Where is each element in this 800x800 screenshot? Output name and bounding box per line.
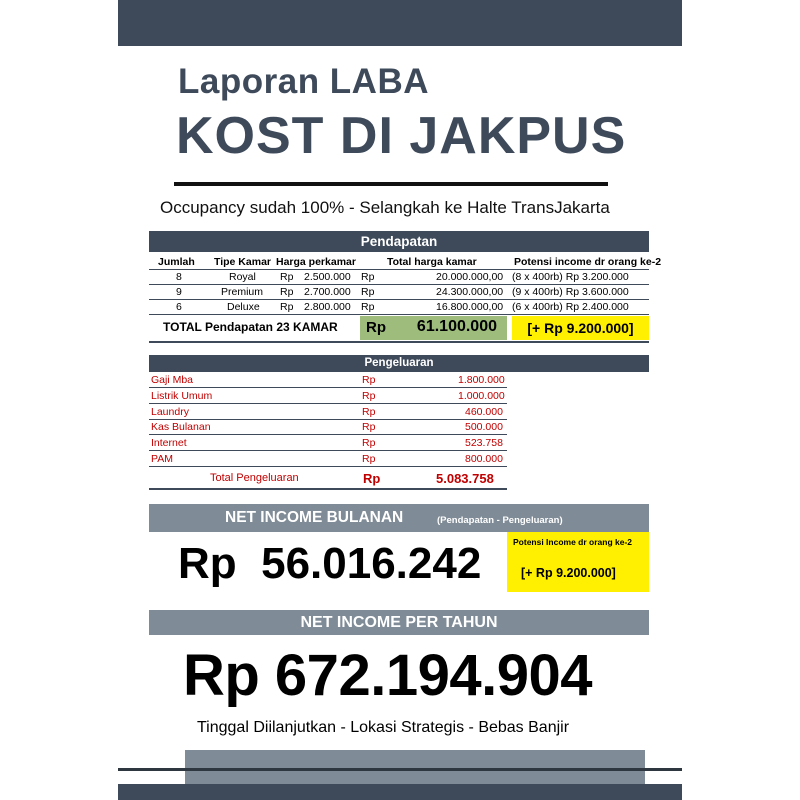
- net-tahun-value: Rp 672.194.904: [183, 643, 592, 708]
- expense-value: 800.000: [465, 453, 503, 465]
- cell-tipe: Royal: [229, 271, 256, 283]
- expense-rp: Rp: [362, 437, 376, 449]
- col-jumlah: Jumlah: [158, 256, 195, 268]
- total-pendapatan-value: 61.100.000: [416, 318, 497, 335]
- pengeluaran-header: [149, 355, 649, 372]
- cell-rp: Rp: [361, 286, 375, 298]
- expense-value: 500.000: [465, 421, 503, 433]
- subtitle: Occupancy sudah 100% - Selangkah ke Halte TransJakarta: [160, 198, 610, 217]
- row-divider: [149, 450, 507, 451]
- cell-potensi: (9 x 400rb) Rp 3.600.000: [512, 286, 629, 298]
- pengeluaran-bottom-rule: [149, 488, 507, 490]
- col-total-harga: Total harga kamar: [387, 256, 477, 268]
- cell-harga: 2.700.000: [304, 286, 351, 298]
- net-bulanan-potensi-label: Potensi Income dr orang ke-2: [513, 537, 633, 547]
- net-bulanan-value: Rp 56.016.242: [178, 539, 482, 588]
- total-potensi-badge: [+ Rp 9.200.000]: [512, 316, 649, 340]
- row-divider: [149, 314, 649, 315]
- expense-value: 460.000: [465, 406, 503, 418]
- expense-label: Listrik Umum: [151, 390, 213, 402]
- expense-value: 1.800.000: [458, 374, 505, 386]
- total-pendapatan-box: [360, 316, 507, 340]
- expense-rp: Rp: [362, 374, 376, 386]
- cell-total: 16.800.000,00: [436, 301, 504, 313]
- row-divider: [149, 387, 507, 388]
- footer-tagline: Tinggal Diilanjutkan - Lokasi Strategis - Bebas Banjir: [197, 719, 570, 736]
- total-pendapatan-label: TOTAL Pendapatan 23 KAMAR: [163, 320, 338, 334]
- expense-label: Internet: [151, 437, 187, 449]
- pendapatan-bottom-rule: [149, 341, 649, 343]
- title-line-1: Laporan LABA: [178, 62, 429, 101]
- cell-jumlah: 6: [176, 301, 182, 313]
- cell-tipe: Premium: [221, 286, 264, 298]
- net-bulanan-label: NET INCOME BULANAN: [225, 509, 404, 526]
- total-pendapatan-rp: Rp: [366, 319, 386, 336]
- expense-value: 1.000.000: [458, 390, 505, 402]
- title-line-2: KOST DI JAKPUS: [176, 107, 627, 165]
- cell-rp: Rp: [361, 271, 375, 283]
- row-divider: [149, 269, 649, 270]
- footer-line: [118, 768, 682, 771]
- total-pengeluaran-rp: Rp: [363, 471, 381, 486]
- expense-value: 523.758: [465, 437, 503, 449]
- net-tahun-bar: [149, 610, 649, 635]
- col-potensi: Potensi income dr orang ke-2: [514, 256, 662, 268]
- net-bulanan-note: (Pendapatan - Pengeluaran): [437, 515, 563, 526]
- expense-rp: Rp: [362, 453, 376, 465]
- pengeluaran-title: Pengeluaran: [364, 357, 434, 369]
- cell-harga: 2.800.000: [304, 301, 351, 313]
- net-tahun-label: NET INCOME PER TAHUN: [300, 614, 498, 631]
- expense-rp: Rp: [362, 406, 376, 418]
- cell-rp: Rp: [361, 301, 375, 313]
- expense-label: PAM: [151, 453, 173, 465]
- expense-rp: Rp: [362, 421, 376, 433]
- cell-potensi: (6 x 400rb) Rp 2.400.000: [512, 301, 629, 313]
- pendapatan-title: Pendapatan: [360, 234, 438, 249]
- row-divider: [149, 434, 507, 435]
- row-divider: [149, 419, 507, 420]
- expense-label: Kas Bulanan: [151, 421, 211, 433]
- top-banner: [118, 0, 682, 46]
- row-divider: [149, 403, 507, 404]
- pendapatan-header: [149, 231, 649, 252]
- cell-harga: 2.500.000: [304, 271, 351, 283]
- row-divider: [149, 299, 649, 300]
- cell-jumlah: 9: [176, 286, 182, 298]
- row-divider: [149, 284, 649, 285]
- cell-rp: Rp: [280, 286, 294, 298]
- cell-jumlah: 8: [176, 271, 182, 283]
- net-bulanan-potensi-box: [507, 532, 649, 592]
- total-pengeluaran-value: 5.083.758: [436, 471, 494, 486]
- total-pengeluaran-label: Total Pengeluaran: [210, 472, 299, 484]
- cell-rp: Rp: [280, 271, 294, 283]
- cell-potensi: (8 x 400rb) Rp 3.200.000: [512, 271, 629, 283]
- title-divider: [174, 182, 608, 186]
- bottom-banner: [118, 784, 682, 800]
- row-divider: [149, 466, 507, 467]
- net-bulanan-bar: [149, 504, 649, 532]
- cell-total: 24.300.000,00: [436, 286, 504, 298]
- col-harga-perkamar: Harga perkamar: [276, 256, 356, 268]
- col-tipe-kamar: Tipe Kamar: [214, 256, 271, 268]
- expense-label: Gaji Mba: [151, 374, 194, 386]
- expense-label: Laundry: [151, 406, 189, 418]
- expense-rp: Rp: [362, 390, 376, 402]
- cell-tipe: Deluxe: [227, 301, 260, 313]
- cell-rp: Rp: [280, 301, 294, 313]
- cell-total: 20.000.000,00: [436, 271, 504, 283]
- net-bulanan-potensi-value: [+ Rp 9.200.000]: [521, 566, 616, 580]
